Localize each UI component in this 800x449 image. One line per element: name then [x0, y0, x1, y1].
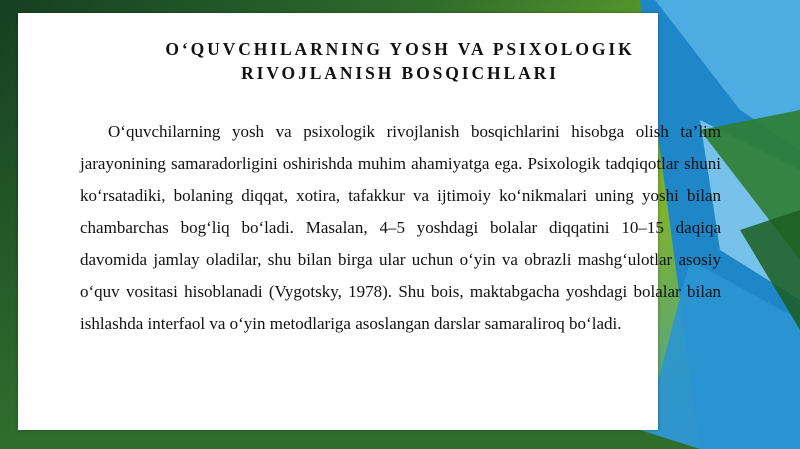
slide-body-paragraph: O‘quvchilarning yosh va psixologik rivojlanish bosqichlarini hisobga olish ta’lim jarayonining samaradorligini oshirishda muhim ahamiyatga ega. Psixologik tadqiqotlar shuni ko‘rsatadiki, bolaning diqqat, xotira, tafakkur va ijtimoiy ko‘nikmalari uning yoshi bilan chambarchas bog‘liq bo‘ladi. Masalan, 4–5 yoshdagi bolalar diqqatini 10–15 daqiqa davomida jamlay oladilar, shu bilan birga ular uchun o‘yin va obrazli mashg‘ulotlar asosiy o‘quv vositasi hisoblanadi (Vygotsky, 1978). Shu bois, maktabgacha yoshdagi bolalar bilan ishlashda interfaol va o‘yin metodlariga asoslangan darslar samaraliroq bo‘ladi.: [80, 122, 721, 333]
slide-title: [0, 37, 800, 85]
slide-title-line-1: O‘QUVCHILARNING YOSH VA PSIXOLOGIK: [165, 39, 635, 59]
bottom-green-strip: [0, 430, 700, 449]
slide-title-line-2: RIVOJLANISH BOSQICHLARI: [241, 63, 559, 83]
